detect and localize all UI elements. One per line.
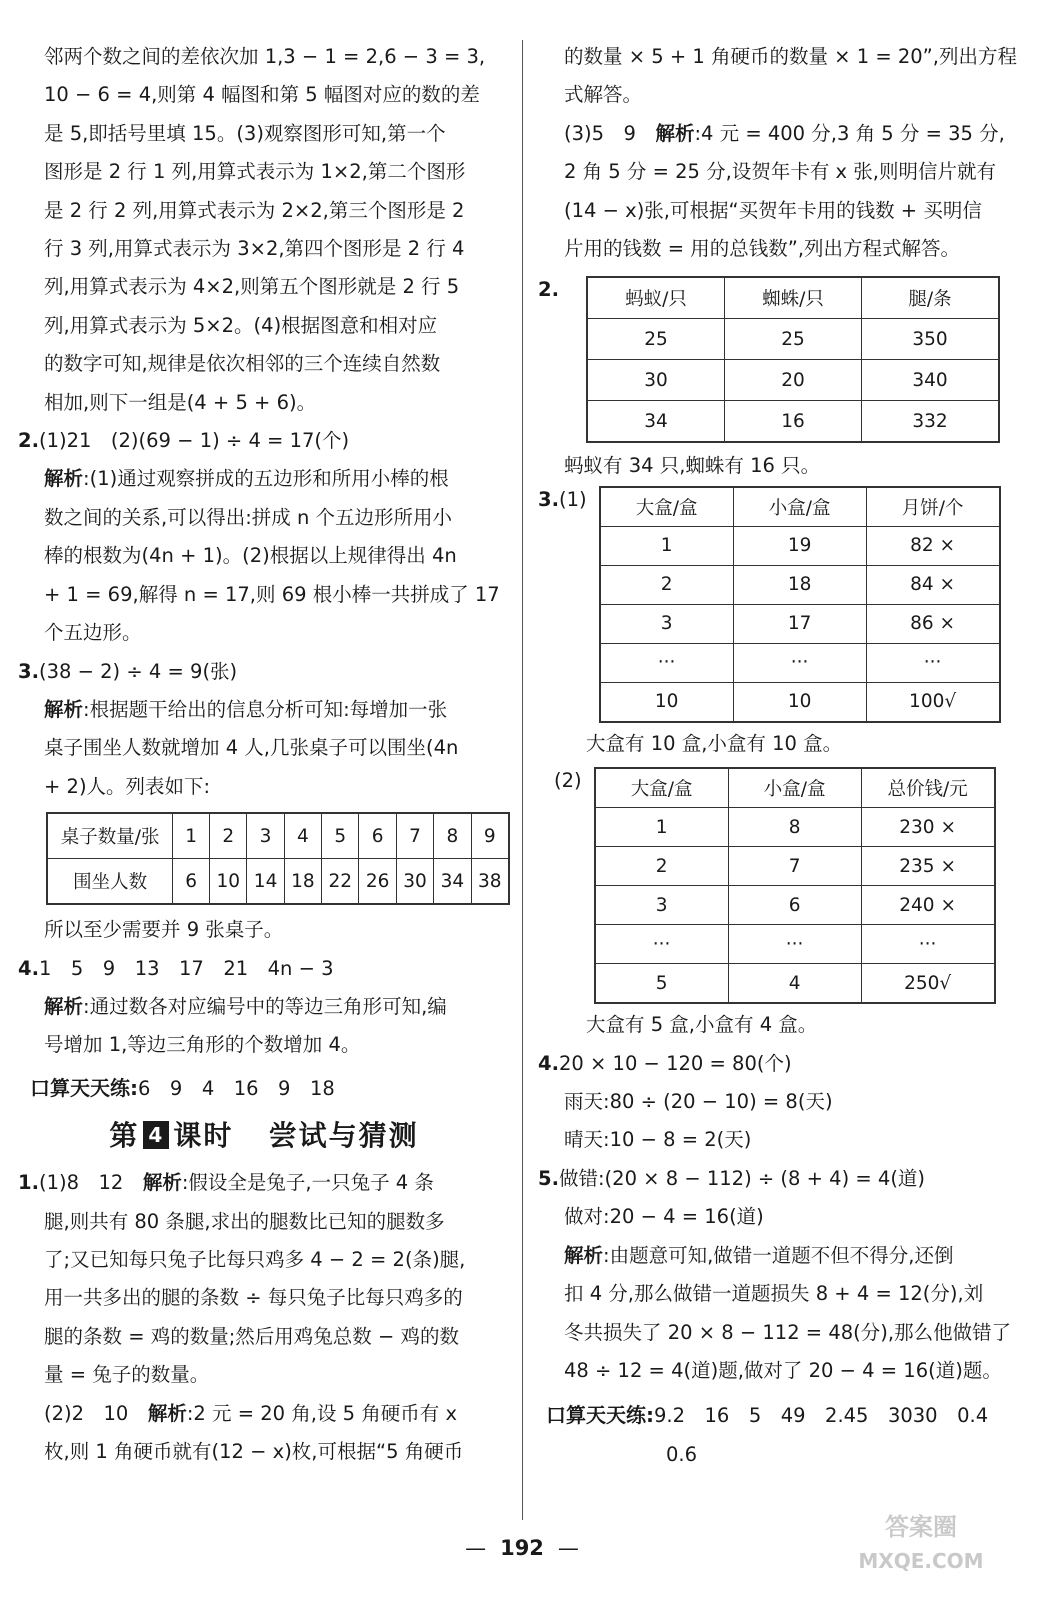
watermark-logo — [826, 1510, 1016, 1590]
table-cell: 82 × — [866, 526, 1000, 565]
text-line: :通过数各对应编号中的等边三角形可知,编 — [83, 994, 447, 1018]
table-cell: 1 — [600, 526, 734, 565]
table-cell: ··· — [595, 925, 729, 964]
question-number: 1. — [18, 1171, 39, 1195]
table-cell: 250√ — [861, 964, 995, 1004]
text-line: 行 3 列,用算式表示为 3×2,第四个图形是 2 行 4 — [44, 237, 465, 261]
text-line: 个五边形。 — [44, 621, 142, 645]
table-row — [595, 964, 995, 1004]
text-line: 2 角 5 分 = 25 分,设贺年卡有 x 张,则明信片就有 — [564, 160, 996, 184]
table-cell: 16 — [725, 401, 862, 443]
table-cell: 围坐人数 — [47, 859, 173, 905]
text-line: 10 − 6 = 4,则第 4 幅图和第 5 幅图对应的数的差 — [44, 83, 480, 107]
table-cell: 20 — [725, 360, 862, 401]
table-cell: 6 — [359, 813, 396, 859]
analysis-label: 解析 — [44, 467, 84, 491]
watermark-text: 答案圈 — [885, 1513, 957, 1541]
table-cell: 5 — [595, 964, 729, 1004]
lesson4-question-1 — [18, 1164, 510, 1471]
table-cell: 6 — [173, 859, 210, 905]
answer-text: (1)8 12 — [38, 1171, 143, 1195]
table-cell: ··· — [866, 643, 1000, 682]
table-cell: 350 — [862, 319, 1000, 360]
table-cell: 8 — [728, 808, 861, 847]
text-line: 的数字可知,规律是依次相邻的三个连续自然数 — [44, 352, 441, 376]
table-cell: 7 — [396, 813, 433, 859]
table-cell: 6 — [728, 886, 861, 925]
table-cell: 86 × — [866, 604, 1000, 643]
page-number-dash: — — [557, 1536, 579, 1560]
question-number: 4. — [18, 956, 39, 980]
question-3 — [18, 653, 510, 950]
table-cell: 26 — [359, 859, 396, 905]
text-line: 图形是 2 行 1 列,用算式表示为 1×2,第二个图形 — [44, 160, 466, 184]
text-line: 扣 4 分,那么做错一道题损失 8 + 4 = 12(分),刘 — [564, 1282, 984, 1306]
oral-practice-values: 9.2 16 5 49 2.45 3030 0.4 — [654, 1404, 989, 1428]
table-cell: 340 — [862, 360, 1000, 401]
text-line: 相加,则下一组是(4 + 5 + 6)。 — [44, 390, 317, 414]
table-row — [600, 565, 1000, 604]
text-line: 列,用算式表示为 5×2。(4)根据图意和相对应 — [44, 313, 438, 337]
text-line: (14 − x)张,可根据“买贺年卡用的钱数 + 买明信 — [564, 198, 982, 222]
table-header: 大盒/盒 — [600, 487, 734, 527]
table-row — [595, 886, 995, 925]
text-line: :4 元 = 400 分,3 角 5 分 = 35 分, — [694, 121, 1005, 145]
text-line: 棒的根数为(4n + 1)。(2)根据以上规律得出 4n — [44, 544, 457, 568]
table-cell: 34 — [434, 859, 471, 905]
oral-practice-values: 6 9 4 16 9 18 — [138, 1076, 335, 1100]
text-line: 48 ÷ 12 = 4(道)题,做对了 20 − 4 = 16(道)题。 — [564, 1358, 1002, 1382]
right-column — [538, 38, 1030, 1474]
text-line: :根据题干给出的信息分析可知:每增加一张 — [83, 697, 448, 721]
text-line: 量 = 兔子的数量。 — [44, 1363, 210, 1387]
table-cell: 4 — [284, 813, 321, 859]
answer-text: (3)5 9 — [564, 121, 656, 145]
text-line: :假设全是兔子,一只兔子 4 条 — [181, 1171, 434, 1195]
table-cell: 9 — [471, 813, 509, 859]
table-cell: 10 — [210, 859, 247, 905]
oral-practice-label: 口算天天练: — [546, 1403, 654, 1428]
table-cell: 25 — [587, 319, 725, 360]
table-header: 月饼/个 — [866, 487, 1000, 527]
question-3 — [538, 486, 1030, 723]
table-cell: ··· — [728, 925, 861, 964]
table-cell: 8 — [434, 813, 471, 859]
table-header: 总价钱/元 — [861, 768, 995, 808]
table-row — [600, 643, 1000, 682]
text-line: :(1)通过观察拼成的五边形和所用小棒的根 — [83, 467, 449, 491]
text-line: 大盒有 5 盒,小盒有 4 盒。 — [586, 1013, 818, 1037]
sub-label: (1) — [558, 487, 587, 511]
left-column — [18, 38, 510, 1471]
text-line: 做错:(20 × 8 − 112) ÷ (8 + 4) = 4(道) — [558, 1166, 926, 1190]
text-line: 了;又已知每只兔子比每只鸡多 4 − 2 = 2(条)腿, — [44, 1247, 466, 1271]
page-number-value: 192 — [500, 1536, 544, 1560]
table-cell: 240 × — [861, 886, 995, 925]
question-5 — [538, 1160, 1030, 1390]
question-3-part-2 — [538, 767, 1030, 1004]
table-cell: 38 — [471, 859, 509, 905]
table-cell: 3 — [600, 604, 734, 643]
text-line: 数之间的关系,可以得出:拼成 n 个五边形所用小 — [44, 505, 453, 529]
watermark-url: MXQE.COM — [858, 1549, 984, 1573]
text-line: 大盒有 10 盒,小盒有 10 盒。 — [586, 731, 843, 755]
table-row — [587, 401, 999, 443]
table-cell: 2 — [600, 565, 734, 604]
analysis-label: 解析 — [564, 1243, 604, 1267]
tables-seats-table — [46, 812, 510, 905]
table-cell: 22 — [322, 859, 359, 905]
table-row — [587, 319, 999, 360]
table-cell: 桌子数量/张 — [47, 813, 173, 859]
table-cell: 30 — [396, 859, 433, 905]
table-cell: 10 — [600, 682, 734, 722]
table-row — [600, 526, 1000, 565]
question-number: 3. — [18, 659, 39, 683]
table-cell: 2 — [210, 813, 247, 859]
page-number-dash: — — [465, 1536, 487, 1560]
text-line: 雨天:80 ÷ (20 − 10) = 8(天) — [564, 1090, 833, 1114]
oral-practice — [538, 1396, 1030, 1435]
section-mid: 课时 — [173, 1119, 234, 1153]
text-line: 的数量 × 5 + 1 角硬币的数量 × 1 = 20”,列出方程 — [564, 45, 1017, 68]
text-line: :由题意可知,做错一道题不但不得分,还倒 — [603, 1243, 954, 1267]
text-line: 做对:20 − 4 = 16(道) — [564, 1205, 764, 1229]
table-cell: ··· — [733, 643, 866, 682]
answer-text: 1 5 9 13 17 21 4n − 3 — [38, 956, 334, 980]
section-heading — [18, 1114, 510, 1154]
table-cell: 18 — [284, 859, 321, 905]
table-row — [600, 604, 1000, 643]
question-2 — [18, 422, 510, 652]
table-cell: 19 — [733, 526, 866, 565]
table-row — [595, 847, 995, 886]
table-header: 大盒/盒 — [595, 768, 729, 808]
table-row — [47, 813, 509, 859]
table-row — [47, 859, 509, 905]
question-number: 5. — [538, 1166, 559, 1190]
box-price-table — [594, 767, 996, 1004]
table-cell: 2 — [595, 847, 729, 886]
text-line: 邻两个数之间的差依次加 1,3 − 1 = 2,6 − 3 = 3, — [44, 45, 486, 68]
section-title: 尝试与猜测 — [268, 1119, 419, 1153]
text-line: 20 × 10 − 120 = 80(个) — [558, 1051, 792, 1075]
table-cell: 3 — [247, 813, 284, 859]
text-line: 蚂蚁有 34 只,蜘蛛有 16 只。 — [564, 454, 821, 478]
table-cell: 14 — [247, 859, 284, 905]
analysis-label: 解析 — [44, 697, 84, 721]
table-cell: 235 × — [861, 847, 995, 886]
sub-label: (2) — [554, 769, 582, 793]
answer-text: (38 − 2) ÷ 4 = 9(张) — [38, 659, 238, 683]
oral-practice — [18, 1069, 510, 1108]
lesson-number-badge: 4 — [143, 1121, 169, 1149]
text-line: 腿的条数 = 鸡的数量;然后用鸡兔总数 − 鸡的数 — [44, 1324, 460, 1348]
table-row — [600, 682, 1000, 722]
table-row — [587, 360, 999, 401]
table-cell: 3 — [595, 886, 729, 925]
table-header-row — [595, 768, 995, 808]
text-line: 是 5,即括号里填 15。(3)观察图形可知,第一个 — [44, 121, 446, 145]
table-cell: 84 × — [866, 565, 1000, 604]
question-4 — [538, 1045, 1030, 1160]
analysis-label: 解析 — [44, 994, 84, 1018]
table-cell: 230 × — [861, 808, 995, 847]
table-cell: 4 — [728, 964, 861, 1004]
table-cell: 10 — [733, 682, 866, 722]
text-line: 所以至少需要并 9 张桌子。 — [44, 918, 284, 942]
oral-practice-label: 口算天天练: — [30, 1075, 138, 1100]
table-cell: 17 — [733, 604, 866, 643]
table-header: 小盒/盒 — [728, 768, 861, 808]
table-cell: 1 — [595, 808, 729, 847]
table-row — [595, 925, 995, 964]
analysis-label: 解析 — [655, 121, 695, 145]
column-divider — [522, 40, 523, 1520]
text-line: 列,用算式表示为 4×2,则第五个图形就是 2 行 5 — [44, 275, 460, 299]
question-2 — [538, 276, 1030, 443]
text-line: 号增加 1,等边三角形的个数增加 4。 — [44, 1033, 361, 1057]
ant-spider-table — [586, 276, 1000, 443]
text-line: 桌子围坐人数就增加 4 人,几张桌子可以围坐(4n — [44, 736, 459, 760]
table-header: 蚂蚁/只 — [587, 277, 725, 319]
text-line: 枚,则 1 角硬币就有(12 − x)枚,可根据“5 角硬币 — [44, 1440, 464, 1463]
text-line: 式解答。 — [564, 83, 643, 107]
text-line: :2 元 = 20 角,设 5 角硬币有 x — [186, 1401, 458, 1425]
text-line: 晴天:10 − 8 = 2(天) — [564, 1128, 752, 1152]
table-header-row — [600, 487, 1000, 527]
table-cell: ··· — [861, 925, 995, 964]
table-header: 蜘蛛/只 — [725, 277, 862, 319]
analysis-label: 解析 — [142, 1171, 182, 1195]
table-cell: 25 — [725, 319, 862, 360]
question-number: 2. — [538, 278, 559, 302]
answer-text: (1)21 (2)(69 − 1) ÷ 4 = 17(个) — [38, 429, 350, 453]
question-4 — [18, 950, 510, 1065]
question-number: 4. — [538, 1051, 559, 1075]
text-line: + 2)人。列表如下: — [44, 774, 211, 798]
continued-analysis — [18, 38, 510, 422]
text-line: 片用的钱数 = 用的总钱数”,列出方程式解答。 — [564, 237, 961, 261]
table-cell: ··· — [600, 643, 734, 682]
table-cell: 7 — [728, 847, 861, 886]
question-number: 3. — [538, 487, 559, 511]
section-pre: 第 — [109, 1119, 140, 1153]
text-line: 是 2 行 2 列,用算式表示为 2×2,第三个图形是 2 — [44, 198, 465, 222]
text-line: 冬共损失了 20 × 8 − 112 = 48(分),那么他做错了 — [564, 1320, 1012, 1344]
answer-text: (2)2 10 — [44, 1401, 148, 1425]
table-cell: 18 — [733, 565, 866, 604]
table-cell: 34 — [587, 401, 725, 443]
table-header-row — [587, 277, 999, 319]
table-cell: 1 — [173, 813, 210, 859]
text-line: 用一共多出的腿的条数 ÷ 每只兔子比每只鸡多的 — [44, 1286, 463, 1310]
text-line: + 1 = 69,解得 n = 17,则 69 根小棒一共拼成了 17 — [44, 582, 500, 606]
table-header: 小盒/盒 — [733, 487, 866, 527]
question-number: 2. — [18, 429, 39, 453]
analysis-label: 解析 — [147, 1401, 187, 1425]
table-cell: 5 — [322, 813, 359, 859]
table-cell: 30 — [587, 360, 725, 401]
table-cell: 332 — [862, 401, 1000, 443]
text-line: 腿,则共有 80 条腿,求出的腿数比已知的腿数多 — [44, 1209, 445, 1233]
table-row — [595, 808, 995, 847]
table-header: 腿/条 — [862, 277, 1000, 319]
oral-practice-values-cont: 0.6 — [666, 1442, 698, 1466]
mooncake-table — [599, 486, 1001, 723]
table-cell: 100√ — [866, 682, 1000, 722]
